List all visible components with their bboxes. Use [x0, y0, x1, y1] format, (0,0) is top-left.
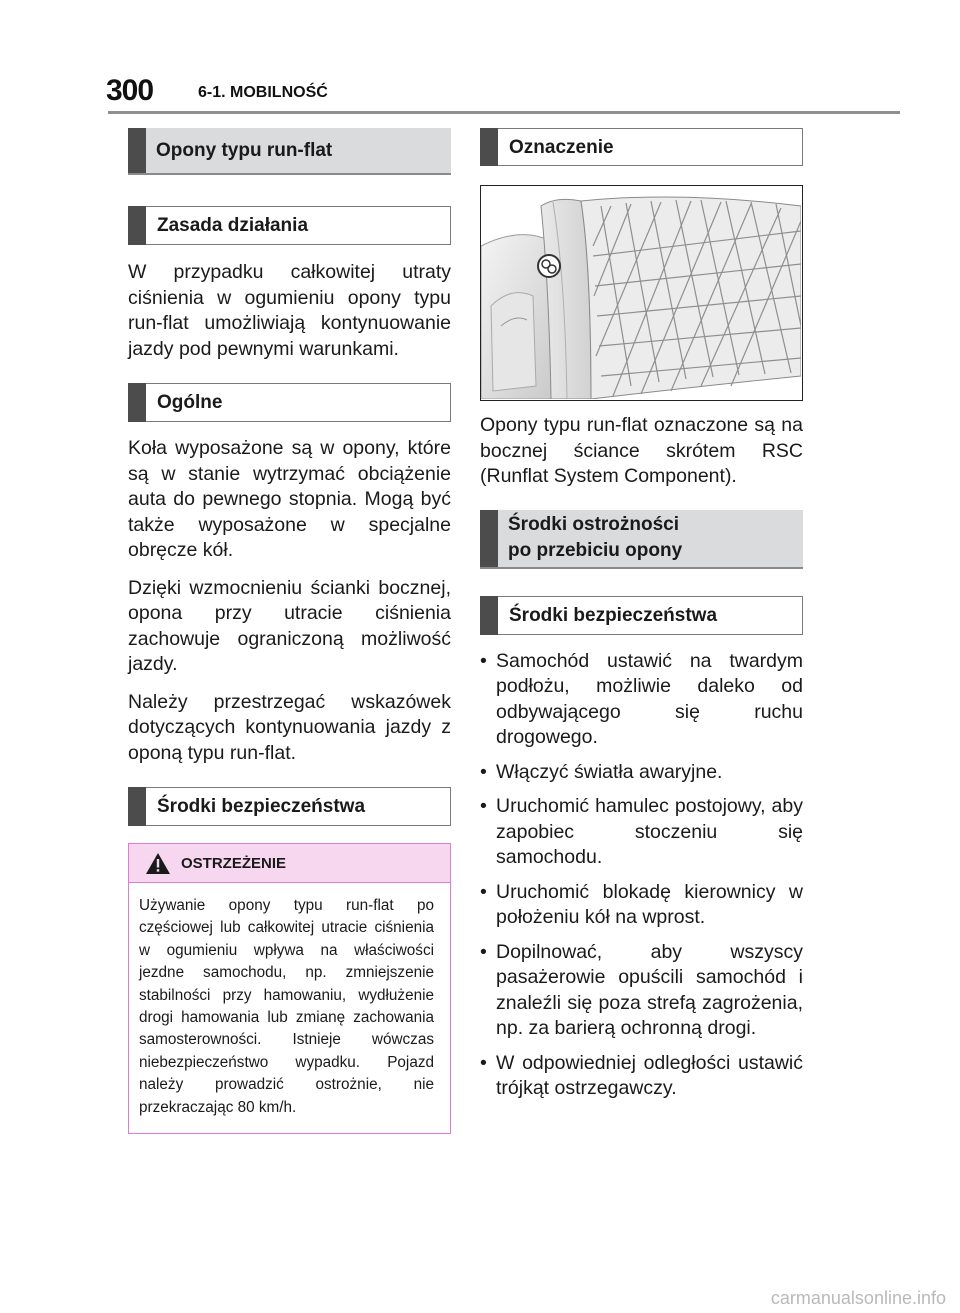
list-item: • W odpowiedniej odległości ustawić trójkąt ostrzegawczy.: [480, 1051, 803, 1102]
header-rule: [108, 111, 900, 114]
safety-steps-list: [480, 649, 803, 1102]
warning-header: [129, 844, 450, 883]
warning-title: OSTRZEŻENIE: [181, 854, 287, 872]
section-heading-run-flat: Opony typu run-flat: [128, 128, 451, 175]
paragraph-general-2: Dzięki wzmocnieniu ścianki bocznej, opona przy utracie ciśnienia zachowuje ograniczoną możliwość jazdy.: [128, 576, 451, 675]
left-column: [128, 128, 451, 1134]
subheading-principle: Zasada działania: [128, 206, 451, 245]
watermark: carmanualsonline.info: [770, 1288, 946, 1308]
tire-sidewall-illustration: [480, 185, 803, 401]
page-number: 300: [106, 74, 154, 107]
paragraph-principle: W przypadku całkowitej utraty ciśnienia w ogumieniu opony typu run-flat umożliwiają kontynuowanie jazdy pod pewnymi warunkami.: [128, 261, 451, 360]
subheading-safety-left: Środki bezpieczeństwa: [128, 787, 451, 826]
section-label: 6-1. MOBILNOŚĆ: [198, 84, 328, 101]
paragraph-general-1: Koła wyposażone są w opony, które są w stanie wytrzymać obciążenie auta do pewnego stopnia. Mogą być także wyposażone w specjalne obręcze kół.: [128, 437, 451, 561]
tire-drawing: [481, 186, 801, 399]
list-item: • Uruchomić blokadę kierownicy w położeniu kół na wprost.: [480, 880, 803, 931]
subheading-marking: Oznaczenie: [480, 128, 803, 166]
warning-triangle-icon: [145, 852, 171, 875]
list-item: • Włączyć światła awaryjne.: [480, 760, 803, 786]
list-item: • Dopilnować, aby wszyscy pasażerowie opuścili samochód i znaleźli się poza strefą zagrożenia, np. za barierą ochronną drogi.: [480, 940, 803, 1042]
warning-box: [128, 843, 451, 1134]
subheading-safety-right: Środki bezpieczeństwa: [480, 596, 803, 635]
warning-text: Używanie opony typu run-flat po częściowej lub całkowitej utracie ciśnienia w ogumieniu wpływa na właściwości jezdne samochodu, np. zmniejszenie stabilności przy hamowaniu, wydłużenie drogi hamowania lub zmianę zachowania samosterowności. Istnieje wówczas niebezpieczeństwo wypadku. Pojazd należy prowadzić ostrożnie, nie przekraczając 80 km/h.: [139, 897, 434, 1116]
marking-caption: Opony typu run-flat oznaczone są na bocznej ściance skrótem RSC (Runflat System Component).: [480, 414, 803, 487]
right-column: [480, 128, 803, 1111]
list-item: • Uruchomić hamulec postojowy, aby zapobiec stoczeniu się samochodu.: [480, 794, 803, 871]
list-item: • Samochód ustawić na twardym podłożu, możliwie daleko od odbywającego się ruchu drogowego.: [480, 649, 803, 751]
subheading-general: Ogólne: [128, 383, 451, 422]
paragraph-general-3: Należy przestrzegać wskazówek dotyczących kontynuowania jazdy z oponą typu run-flat.: [128, 690, 451, 764]
section-heading-puncture: Środki ostrożności po przebiciu opony: [480, 510, 803, 569]
